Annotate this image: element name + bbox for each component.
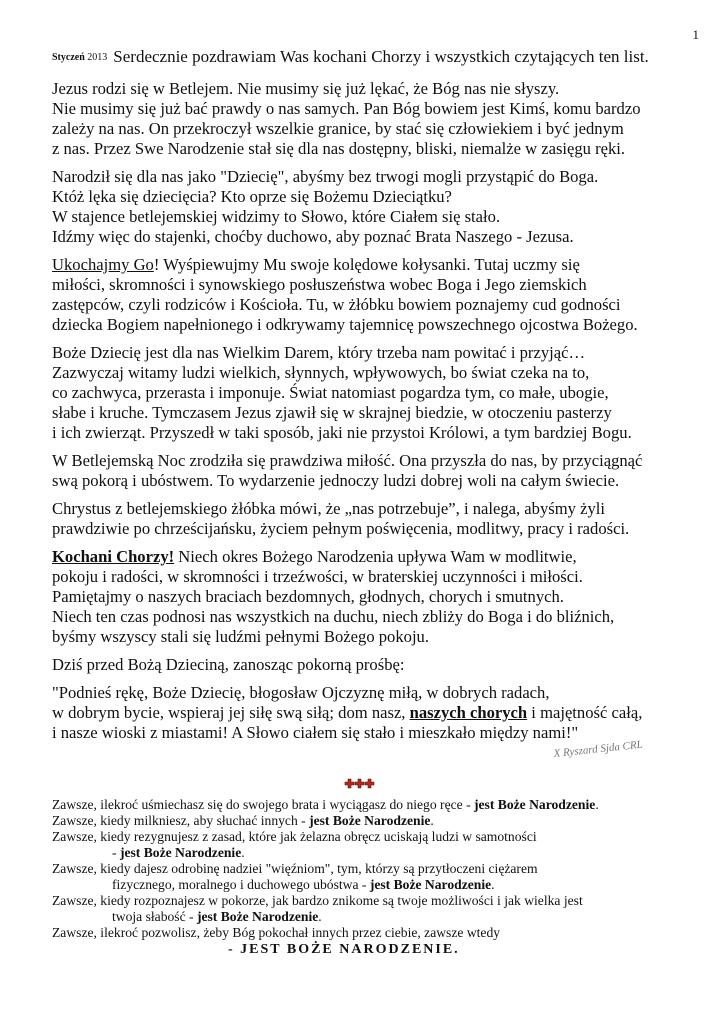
cross-ornament-icon	[342, 777, 378, 791]
page-number: 1	[692, 27, 699, 42]
paragraph-5	[52, 451, 692, 491]
poem-line: - jest Boże Narodzenie.	[112, 845, 245, 860]
text-line: byśmy wszyscy stali się ludźmi pełnymi Bożego pokoju.	[52, 627, 430, 646]
prayer-quote	[52, 683, 692, 743]
text-line: prawdziwie po chrześcijańsku, życiem pełnym poświęcenia, modlitwy, pracy i radości.	[52, 519, 630, 538]
date-month: Styczeń	[52, 52, 85, 63]
poem-line: Zawsze, kiedy rozpoznajesz w pokorze, jak bardzo znikome są twoje możliwości i jak wielka jest	[52, 893, 583, 908]
text-line: Pamiętajmy o naszych braciach bezdomnych, głodnych, chorych i smutnych.	[52, 587, 564, 606]
text-line: ! Wyśpiewujmy Mu swoje kolędowe kołysanki. Tutaj uczmy się	[153, 255, 580, 274]
christmas-poem	[52, 797, 702, 958]
text-line: słabe i kruche. Tymczasem Jezus zjawił się w skrajnej biedzie, w otoczeniu pasterzy	[52, 403, 612, 422]
text-line: z nas. Przez Swe Narodzenie stał się dla nas dostępny, bliski, niemalże w zasięgu ręki.	[52, 139, 626, 158]
paragraph-8	[52, 655, 692, 675]
poem-line: Zawsze, kiedy milkniesz, aby słuchać innych - jest Boże Narodzenie.	[52, 813, 434, 828]
text-line: "Podnieś rękę, Boże Dziecię, błogosław Ojczyznę miłą, w dobrych radach,	[52, 683, 550, 702]
date-label	[52, 52, 107, 63]
paragraph-4	[52, 343, 692, 443]
text-line: i ich zwierząt. Przyszedł w taki sposób, jaki nie przystoi Królowi, a tym bardziej Bogu.	[52, 423, 632, 442]
text-line: miłości, skromności i synowskiego posłuszeństwa wobec Boga i Jego ziemskich	[52, 275, 587, 294]
letter-body	[52, 79, 692, 751]
naszych-chorych-phrase: naszych chorych	[409, 703, 528, 722]
paragraph-2	[52, 167, 692, 247]
poem-line: Zawsze, ilekroć uśmiechasz się do swojego brata i wyciągasz do niego ręce - jest Boże Narodzenie.	[52, 797, 599, 812]
text-line: Jezus rodzi się w Betlejem. Nie musimy się już lękać, że Bóg nas nie słyszy.	[52, 79, 560, 98]
text-line: Niech ten czas podnosi nas wszystkich na duchu, niech zbliży do Boga i do bliźnich,	[52, 607, 615, 626]
text-line: Niech okres Bożego Narodzenia upływa Wam w modlitwie,	[174, 547, 577, 566]
text-line: dziecka Bogiem napełnionego i odkrywamy tajemnicę powszechnego ojcostwa Bożego.	[52, 315, 638, 334]
text-line: W stajence betlejemskiej widzimy to Słowo, które Ciałem się stało.	[52, 207, 501, 226]
paragraph-1	[52, 79, 692, 159]
paragraph-3	[52, 255, 692, 335]
text-line: Nie musimy się już bać prawdy o nas samych. Pan Bóg bowiem jest Kimś, komu bardzo	[52, 99, 641, 118]
poem-line: Zawsze, ilekroć pozwolisz, żeby Bóg pokochał innych przez ciebie, zawsze wtedy	[52, 925, 501, 940]
text-line: W Betlejemską Noc zrodziła się prawdziwa miłość. Ona przyszła do nas, by przyciągnąć	[52, 451, 643, 470]
text-line: Boże Dziecię jest dla nas Wielkim Darem, który trzeba nam powitać i przyjąć…	[52, 343, 586, 362]
text-line: i nasze wioski z miastami! A Słowo ciałem się stało i mieszkało między nami!"	[52, 723, 579, 742]
text-line: Dziś przed Bożą Dzieciną, zanosząc pokorną prośbę:	[52, 655, 405, 674]
text-line: Zazwyczaj witamy ludzi wielkich, słynnych, wpływowych, bo świat czeka na to,	[52, 363, 590, 382]
text-line: Któż lęka się dziecięcia? Kto oprze się Bożemu Dzieciątku?	[52, 187, 452, 206]
greeting: Serdecznie pozdrawiam Was kochani Chorzy i wszystkich czytających ten list.	[113, 47, 649, 66]
letter-header	[52, 47, 692, 67]
text-line: swą pokorą i ubóstwem. To wydarzenie jednoczy ludzi dobrej woli na całym świecie.	[52, 471, 620, 490]
text-line: Narodził się dla nas jako "Dziecię", abyśmy bez trwogi mogli przystąpić do Boga.	[52, 167, 599, 186]
poem-line: twoja słabość - jest Boże Narodzenie.	[112, 909, 322, 924]
handwritten-signature: X Ryszard Sjda CRL	[553, 738, 644, 760]
text-line: co zachwyca, przerasta i imponuje. Świat natomiast pogardza tym, co małe, ubogie,	[52, 383, 609, 402]
poem-line: fizycznego, moralnego i duchowego ubóstwa - jest Boże Narodzenie.	[112, 877, 495, 892]
text-line: Idźmy więc do stajenki, choćby duchowo, aby poznać Brata Naszego - Jezusa.	[52, 227, 574, 246]
poem-final-line: - JEST BOŻE NARODZENIE.	[228, 942, 460, 957]
poem-line: Zawsze, kiedy dajesz odrobinę nadziei "więźniom", tym, którzy są przytłoczeni ciężarem	[52, 861, 538, 876]
text-line: zastępców, czyli rodziców i Kościoła. Tu, w żłóbku bowiem poznajemy cud godności	[52, 295, 621, 314]
text-line: pokoju i radości, w skromności i trzeźwości, w braterskiej uczynności i miłości.	[52, 567, 583, 586]
text-line: i majętność całą,	[527, 703, 643, 722]
paragraph-7	[52, 547, 692, 647]
text-line: w dobrym bycie, wspieraj jej siłę swą siłą; dom nasz,	[52, 703, 410, 722]
date-year: 2013	[87, 52, 108, 63]
text-line: zależy na nas. On przekroczył wszelkie granice, by stać się człowiekiem i być jednym	[52, 119, 624, 138]
kochani-chorzy-heading: Kochani Chorzy!	[52, 547, 175, 566]
text-line: Chrystus z betlejemskiego żłóbka mówi, że „nas potrzebuje”, i nalega, abyśmy żyli	[52, 499, 605, 518]
paragraph-6	[52, 499, 692, 539]
underlined-phrase: Ukochajmy Go	[52, 255, 154, 274]
poem-line: Zawsze, kiedy rezygnujesz z zasad, które jak żelazna obręcz uciskają ludzi w samotności	[52, 829, 537, 844]
